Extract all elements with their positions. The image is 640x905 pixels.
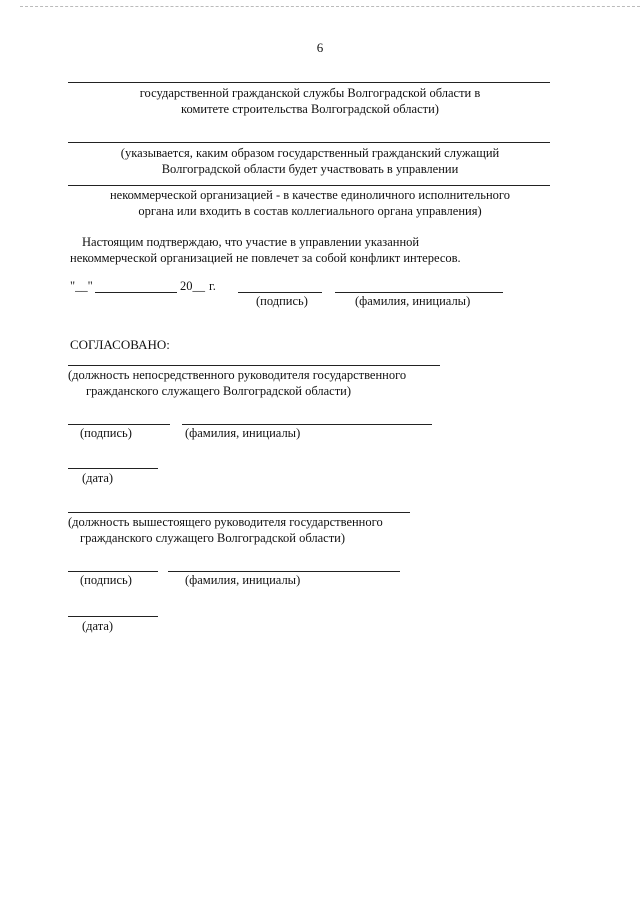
section3-line1: некоммерческой организацией - в качестве единоличного исполнительного (109, 188, 510, 202)
fill-line (68, 512, 410, 513)
section3-line2: органа или входить в состав коллегиального органа управления) (138, 204, 482, 218)
date-line (68, 616, 158, 617)
direct-manager-caption (68, 367, 406, 399)
fill-line (68, 82, 550, 83)
section2-caption (100, 145, 520, 177)
section1-line2: комитете строительства Волгоградской области) (181, 102, 439, 116)
month-line (95, 292, 177, 293)
senior-manager-line2: гражданского служащего Волгоградской области) (80, 531, 346, 545)
year-prefix: 20__ (180, 279, 205, 293)
signature-line (68, 571, 158, 572)
signature-label-1: (подпись) (80, 426, 132, 440)
confirm-line2: некоммерческой организацией не повлечет за собой конфликт интересов. (70, 251, 461, 265)
confirm-line1: Настоящим подтверждаю, что участие в управлении указанной (82, 235, 420, 249)
date-quote: "__" (70, 279, 93, 293)
section3-caption (100, 187, 520, 219)
scan-edge-artifact (20, 6, 640, 7)
section1-line1: государственной гражданской службы Волгоградской области в (139, 86, 481, 100)
name-line (335, 292, 503, 293)
date-label-2: (дата) (82, 619, 114, 633)
section1-caption (100, 85, 520, 117)
senior-manager-line1: (должность вышестоящего руководителя государственного (68, 515, 383, 529)
name-label-2: (фамилия, инициалы) (185, 573, 301, 587)
name-label: (фамилия, инициалы) (355, 294, 471, 308)
section2-line2: Волгоградской области будет участвовать в управлении (161, 162, 459, 176)
confirmation-paragraph (70, 234, 475, 266)
name-line (182, 424, 432, 425)
signature-line (68, 424, 170, 425)
agreed-title: СОГЛАСОВАНО: (70, 337, 170, 352)
date-line (68, 468, 158, 469)
signature-label: (подпись) (256, 294, 308, 308)
direct-manager-line1: (должность непосредственного руководителя государственного (68, 368, 407, 382)
section2-line1: (указывается, каким образом государственный гражданский служащий (120, 146, 500, 160)
signature-label-2: (подпись) (80, 573, 132, 587)
date-label-1: (дата) (82, 471, 114, 485)
year-suffix: г. (209, 279, 216, 293)
signature-line (238, 292, 322, 293)
fill-line (68, 365, 440, 366)
name-line (168, 571, 400, 572)
name-label-1: (фамилия, инициалы) (185, 426, 301, 440)
direct-manager-line2: гражданского служащего Волгоградской области) (86, 384, 352, 398)
fill-line (68, 185, 550, 186)
page-number: 6 (316, 40, 324, 55)
senior-manager-caption (68, 514, 383, 546)
fill-line (68, 142, 550, 143)
